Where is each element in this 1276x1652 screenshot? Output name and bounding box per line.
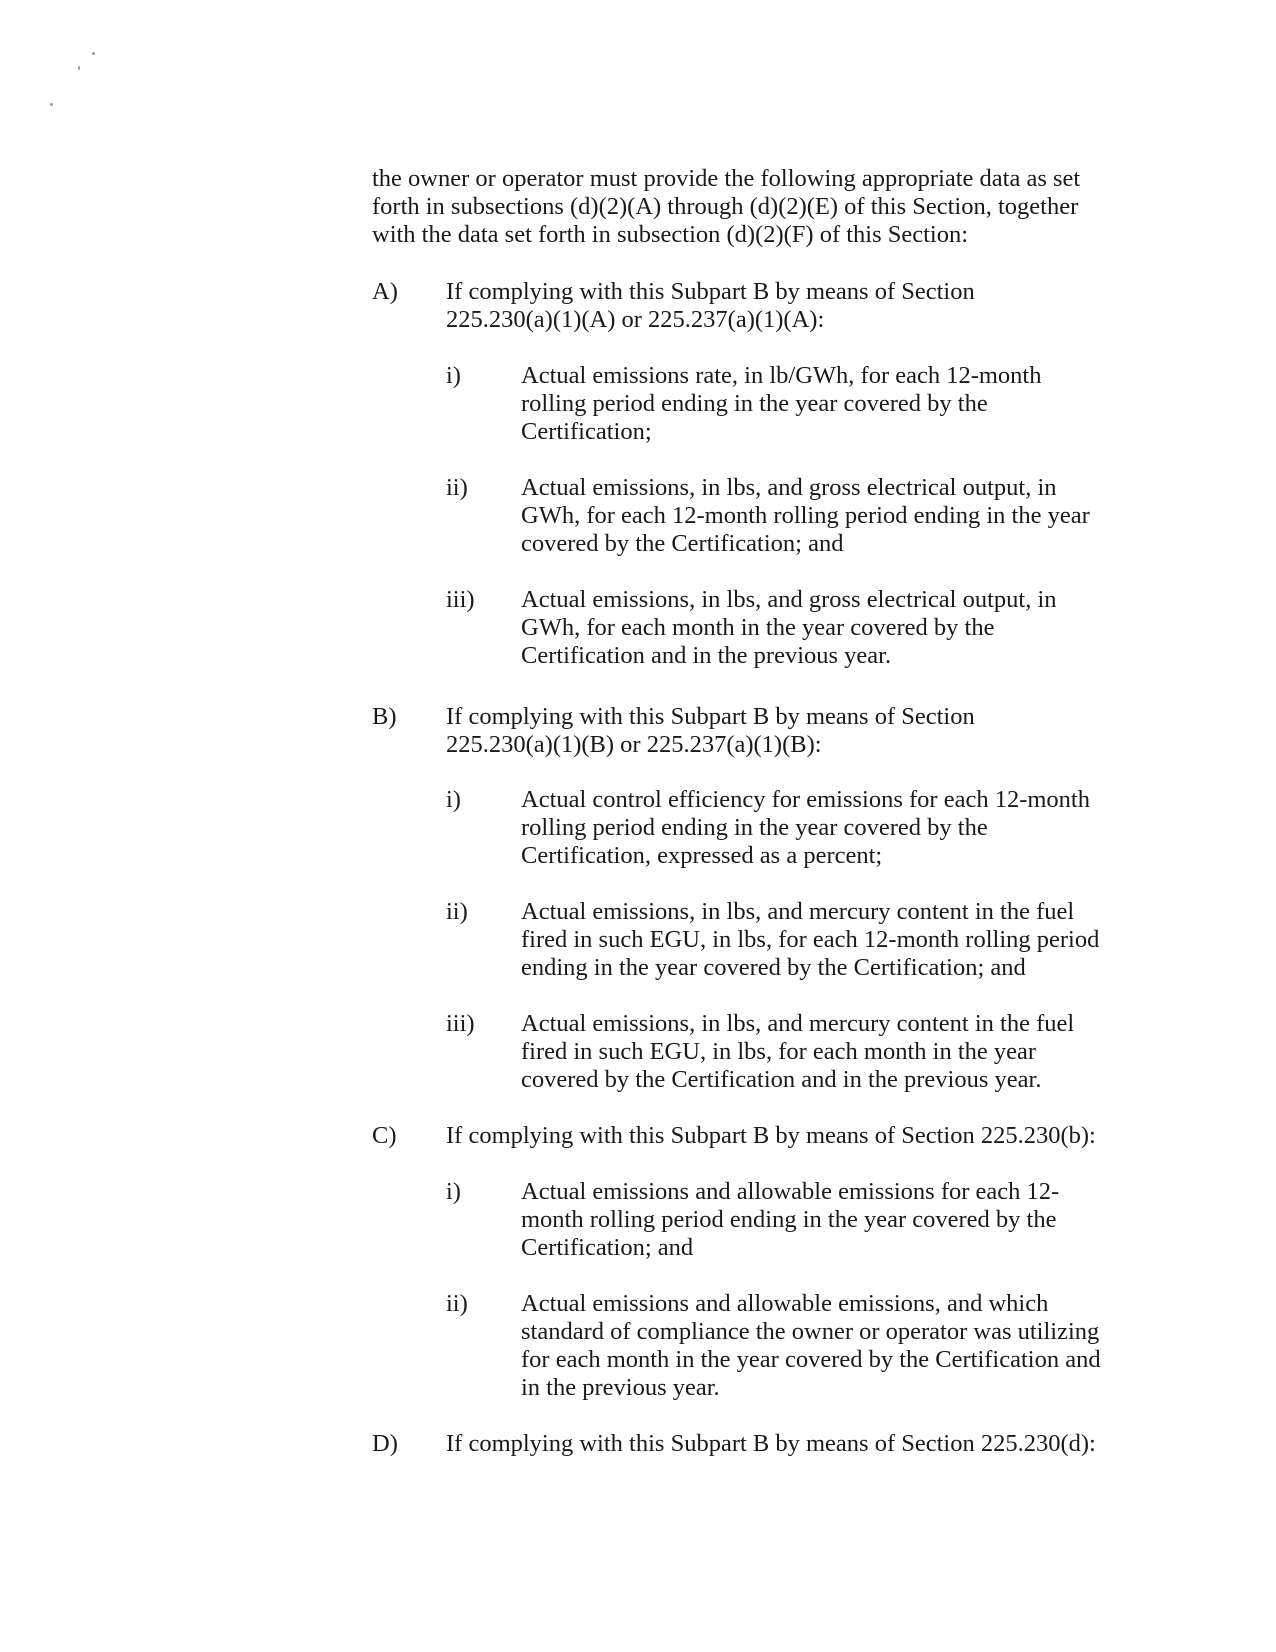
item-line: standard of compliance the owner or operator was utilizing — [521, 1318, 1100, 1345]
item-line: Actual emissions and allowable emissions, and which — [521, 1290, 1049, 1317]
subsection-heading — [446, 1122, 1126, 1150]
item-marker: iii) — [446, 1010, 475, 1037]
item-line: Actual emissions, in lbs, and mercury content in the fuel — [521, 1010, 1075, 1037]
item-marker: ii) — [446, 1290, 468, 1317]
item-marker: ii) — [446, 474, 468, 501]
item-text — [521, 474, 1121, 558]
item-line: fired in such EGU, in lbs, for each 12-month rolling period — [521, 926, 1100, 953]
item-line: Actual emissions and allowable emissions for each 12- — [521, 1178, 1060, 1205]
subsection-marker: C) — [372, 1122, 397, 1149]
item-line: rolling period ending in the year covered by the — [521, 814, 988, 841]
item-text — [521, 1178, 1121, 1262]
subsection-marker: A) — [372, 278, 398, 305]
item-line: GWh, for each 12-month rolling period ending in the year — [521, 502, 1090, 529]
item-line: Certification; and — [521, 1234, 694, 1261]
item-line: rolling period ending in the year covered by the — [521, 390, 988, 417]
item-line: fired in such EGU, in lbs, for each month in the year — [521, 1038, 1037, 1065]
item-marker: i) — [446, 362, 461, 389]
item-line: ending in the year covered by the Certification; and — [521, 954, 1026, 981]
intro-line: the owner or operator must provide the following appropriate data as set — [372, 165, 1081, 192]
item-line: covered by the Certification and in the previous year. — [521, 1066, 1042, 1093]
item-line: Certification; — [521, 418, 652, 445]
item-text — [521, 1290, 1121, 1402]
subsection-heading — [446, 1430, 1126, 1458]
intro-line: with the data set forth in subsection (d)(2)(F) of this Section: — [372, 221, 969, 248]
item-marker: ii) — [446, 898, 468, 925]
item-text — [521, 898, 1121, 982]
subsection-marker: D) — [372, 1430, 398, 1457]
intro-line: forth in subsections (d)(2)(A) through (d)(2)(E) of this Section, together — [372, 193, 1079, 220]
scan-speck — [92, 52, 95, 55]
item-line: Actual emissions, in lbs, and mercury content in the fuel — [521, 898, 1075, 925]
item-marker: i) — [446, 786, 461, 813]
heading-line: If complying with this Subpart B by means of Section — [446, 278, 975, 305]
heading-line: If complying with this Subpart B by means of Section 225.230(d): — [446, 1430, 1096, 1457]
heading-line: 225.230(a)(1)(A) or 225.237(a)(1)(A): — [446, 306, 825, 333]
item-text — [521, 1010, 1121, 1094]
heading-line: 225.230(a)(1)(B) or 225.237(a)(1)(B): — [446, 731, 822, 758]
item-text — [521, 786, 1121, 870]
intro-paragraph — [372, 165, 1112, 249]
item-text — [521, 586, 1121, 670]
item-line: Actual control efficiency for emissions for each 12-month — [521, 786, 1090, 813]
item-line: GWh, for each month in the year covered by the — [521, 614, 995, 641]
subsection-marker: B) — [372, 703, 397, 730]
item-line: month rolling period ending in the year covered by the — [521, 1206, 1057, 1233]
scan-speck — [50, 103, 53, 106]
item-line: Actual emissions, in lbs, and gross electrical output, in — [521, 474, 1057, 501]
heading-line: If complying with this Subpart B by means of Section — [446, 703, 975, 730]
item-line: Actual emissions, in lbs, and gross electrical output, in — [521, 586, 1057, 613]
item-line: Certification and in the previous year. — [521, 642, 892, 669]
scan-speck — [78, 66, 80, 70]
subsection-heading — [446, 278, 1126, 334]
item-marker: iii) — [446, 586, 475, 613]
item-line: Actual emissions rate, in lb/GWh, for each 12-month — [521, 362, 1042, 389]
subsection-heading — [446, 703, 1126, 759]
item-line: for each month in the year covered by the Certification and — [521, 1346, 1101, 1373]
item-marker: i) — [446, 1178, 461, 1205]
item-line: Certification, expressed as a percent; — [521, 842, 883, 869]
heading-line: If complying with this Subpart B by means of Section 225.230(b): — [446, 1122, 1096, 1149]
item-text — [521, 362, 1121, 446]
item-line: covered by the Certification; and — [521, 530, 844, 557]
item-line: in the previous year. — [521, 1374, 720, 1401]
